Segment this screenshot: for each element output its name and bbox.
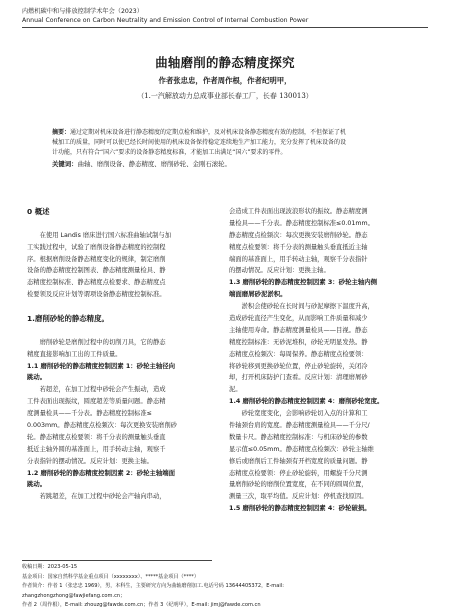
paper-title: 曲轴磨削的静态精度探究 (155, 55, 295, 70)
body-text-line: 设备的静态精度控制图表、静态精度测量检具、静 (27, 267, 166, 275)
body-text-line: 量磨削砂轮的磨削位置宽度，在不同的圆周位置， (229, 481, 368, 489)
abstract-line: 计功能，只有符合“国六”要求的设备静态精度标准，才能加工出满足“国六”要求的零件。 (52, 149, 287, 157)
body-text-line: 精度直接影响加工出的工件质量。 (27, 350, 122, 358)
body-text-line: 将砂轮移到更换砂轮位置，停止砂轮旋转，关闭冷 (229, 362, 368, 370)
abstract-line: 摘要：通过定期对机床设备进行静态精度的定期点检和维护，及对机床设备静态精度有效的控制，不但保证了机 (52, 129, 347, 136)
keywords-line (52, 159, 398, 168)
section-heading: 0 概述 (27, 207, 50, 216)
body-text-line: 数量卡尺。静态精度控制标准：与机床砂轮的参数 (229, 433, 368, 441)
conference-name-en: Annual Conference on Carbon Neutrality and Emission Control of Internal Combustion Power (22, 16, 309, 24)
section-heading: 端面磨屑砂泥淤积。 (229, 290, 287, 299)
body-text-line: 测量三次，取平均值。反应计划：停机查找原因。 (229, 493, 368, 501)
abstract-label: 摘要： (52, 129, 71, 136)
body-text-line: 工实践过程中，试验了磨削设备静态精度的控制程 (27, 243, 166, 251)
line-gap (27, 325, 221, 337)
body-text-line: 的摆动情况。反应计划：更换主轴。 (229, 267, 330, 275)
footnote-line: 基金项目：国家自然科学基金重点项目（xxxxxxxx）、*****基金项目（****） (22, 573, 199, 580)
body-text-line: 序。根据磨削设备静态精度变化的规律，制定磨削 (27, 255, 166, 263)
section-heading: 1.2 磨削砂轮的静态精度控制因素 2：砂轮主轴端面 (27, 468, 176, 477)
body-text-line: 显示值≤0.05mm。静态精度点检频次：砂轮主轴维 (229, 445, 374, 453)
body-text-line: 态精度点检要领：停止砂轮旋转，用螺旋千分尺测 (229, 469, 368, 477)
body-text-line: 修后或磨削后工件轴颈有开档宽度的质量问题。静 (229, 457, 368, 465)
section-heading: 1.5 磨削砂轮的静态精度控制因素 4：砂轮破损。 (229, 504, 371, 513)
author-line: 作者张忠忠，作者周作根，作者纪明甲， (158, 76, 292, 85)
body-text-line: 在使用 Landis 磨床进行国六标准曲轴试制与加 (27, 231, 172, 239)
body-column-right (229, 206, 423, 515)
abstract-block (52, 128, 398, 159)
body-text-line: 磨削砂轮是磨削过程中的切削刀具，它的静态 (27, 338, 166, 346)
body-text-line: 却，打开机床防护门查看。反应计划：清理磨屑砂 (229, 374, 368, 382)
footnote-rule (22, 560, 212, 561)
footnote-line: 作者简介：作者 1（张忠忠 1969），男，本科生，主要研究方向为曲轴磨削加工.电话号码 13644405372，E-mail: (22, 583, 284, 589)
body-text-line: 轮。静态精度点检要领：将千分表的测量触头垂直 (27, 433, 166, 441)
body-text-line: 砂轮宽度变化，会影响砂轮切入点的计算和工 (229, 410, 368, 418)
section-heading: 1.1 磨削砂轮的静态精度控制因素 1：砂轮主轴径向 (27, 361, 176, 370)
body-text-line: 泥。 (229, 386, 242, 394)
body-text-line: 量检具——千分表。静态精度控制标准≤0.01mm。 (229, 219, 374, 227)
body-text-line: 主轴使用寿命。静态精度测量检具——目视。静态 (229, 326, 368, 334)
line-gap (27, 301, 221, 313)
body-text-line: 端面的基准面上，用手转动主轴，观察千分表指针 (229, 255, 368, 263)
footnote-line: zhangzhongzhong@fawjiefang.com.cn； (22, 592, 126, 599)
keywords-label: 关键词： (52, 160, 78, 168)
body-text-line: 工件表面出现振纹，圆度超差等质量问题。静态精 (27, 398, 166, 406)
body-text-line: 态精度点检频次：每周保养。静态精度点检要领： (229, 350, 368, 358)
section-heading: 跳动。 (27, 480, 47, 489)
affiliation-line: （1.一汽解放动力总成事业部长春工厂，长春 130013） (137, 92, 313, 100)
section-heading: 1.磨削砂轮的静态精度。 (27, 314, 109, 324)
body-text-line: 分表指针的摆动情况。反应计划：更换主轴。 (27, 457, 153, 465)
body-text-line: 淤积会使砂轮在长时间与砂泥摩擦下温度升高， (229, 303, 374, 311)
body-text-line: 会造成工件表面出现波浪形状的振纹。静态精度测 (229, 208, 368, 215)
footnote-block (22, 563, 428, 611)
body-text-line: 若跳超差，在加工过程中砂轮会产轴向串动， (27, 493, 166, 501)
abstract-line: 械加工的质量，同时可以使已经长时间使用的机床设备保持稳定连续地生产加工能力，充分发挥了机床设备的设 (52, 139, 347, 147)
section-heading: 1.3 磨削砂轮的静态精度控制因素 3：砂轮主轴内侧 (229, 278, 378, 287)
body-text-line: 静态精度点检频次：每次更换安装磨削砂轮。静态 (229, 231, 368, 239)
body-text-line: 态精度控制标准、静态精度点检要求、静态精度点 (27, 279, 166, 287)
body-text-line: 0.003mm。静态精度点检频次：每次更换安装磨削砂 (27, 422, 177, 430)
body-text-line: 抵近主轴外圆的基准面上，用手转动主轴，观察千 (27, 445, 166, 453)
line-gap (27, 218, 221, 230)
body-text-line: 精度点检要领：将千分表的测量触头垂直抵近主轴 (229, 243, 368, 251)
body-text-line: 精度控制标准：无砂泥堆积，砂轮无明显发热。静 (229, 338, 368, 346)
conference-name-zh: 内燃机碳中和与排放控制学术年会（2023） (22, 8, 143, 15)
keywords-text: 曲轴、磨削设备、静态精度、磨削砂轮、金刚石滚轮。 (77, 160, 231, 168)
section-heading: 跳动。 (27, 373, 47, 382)
body-text-line: 若超差，在加工过程中砂轮会产生振动，造成 (27, 386, 166, 394)
section-heading: 1.4 磨削砂轮的静态精度控制因素 4：磨削砂轮宽度。 (229, 397, 384, 406)
footnote-line: 作者 2（周作根），E-mail: zhouzg@fawde.com.cn；作者 3（纪明甲），E-mail: jimj@fawde.com.cn (22, 602, 261, 608)
body-text-line: 检要领及反应计划等谓项设备静态精度控制标准。 (27, 291, 166, 299)
body-text-line: 度测量检具——千分表。静态精度控制标准≤ (27, 410, 152, 418)
body-text-line: 造成砂轮直径产生变化，从而影响工件质量和减少 (229, 315, 368, 323)
header-rule (22, 27, 428, 28)
body-column-left (27, 206, 221, 503)
footnote-line: 收稿日期：2023-05-15 (22, 564, 78, 570)
body-text-line: 件轴颈台肩的宽度。静态精度测量检具——千分尺/ (229, 422, 370, 430)
running-header (22, 8, 428, 25)
